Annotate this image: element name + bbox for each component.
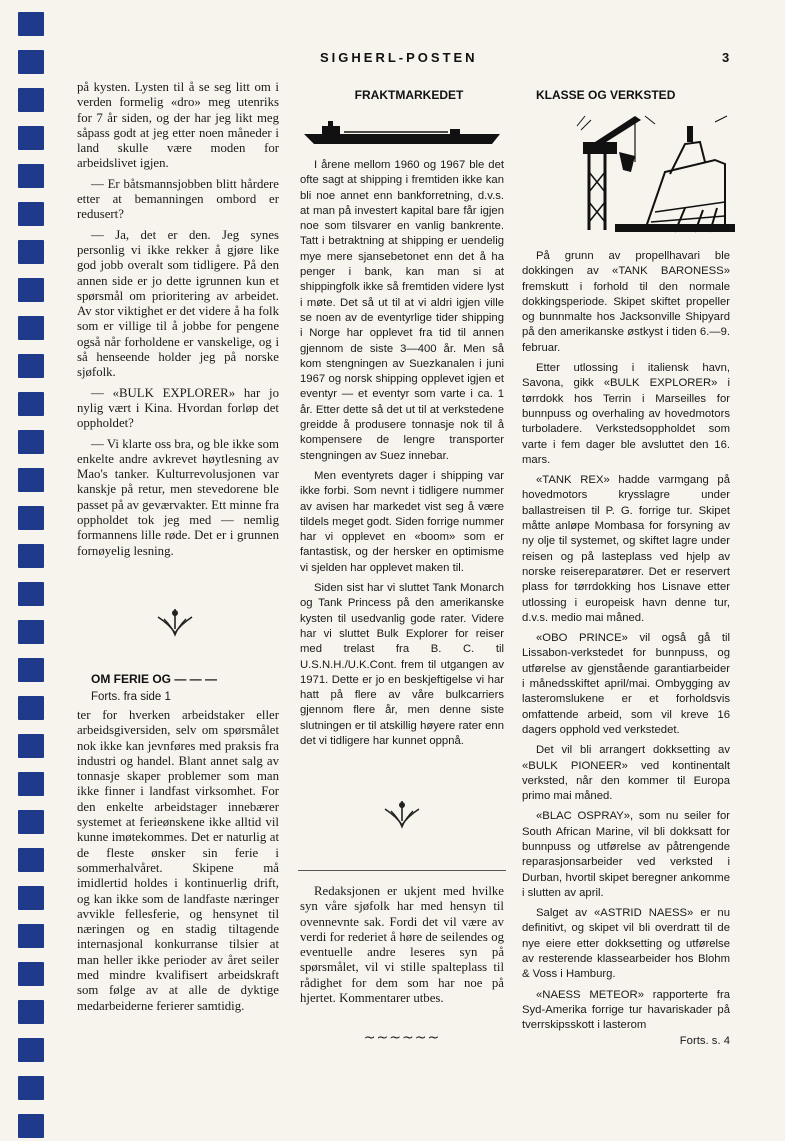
article-paragraph: ter for hverken arbeidstaker eller arbeidsgiversiden, selv om spørsmålet nok ikke kan jevnføres med praksis fra industri og handel. Blant annet salg av tonnasje skaper problemer som man ikke finner i landfast virksomhet. For den enkelte arbeidstager innebærer systemet at ferieønskene ikke alltid vil kunne imøtekommes. Det er naturlig at de fleste ønsker sin ferie i sommerhalvåret. Skipene må imidlertid holdes i kontinuerlig drift, og kan ikke som de landfaste næringer avvikle fellesferie, og hensynet til næringen og en stadig tiltagende internasjonal konkurranse tilsier at man heller ikke perioder av året seiler med mindre kvalifisert arbeidskraft som følge av at alle de dyktige medarbeiderne ferierer samtidig. bbox=[77, 708, 279, 1013]
section-heading: OM FERIE OG — — — bbox=[91, 672, 218, 686]
fraktmarkedet-body bbox=[300, 158, 504, 754]
binding-tab bbox=[18, 12, 44, 36]
binding-tab bbox=[18, 354, 44, 378]
binding-tab bbox=[18, 50, 44, 74]
article-paragraph: «OBO PRINCE» vil også gå til Lissabon-verkstedet for bunnpuss, og utførelse av gjenstående garantiarbeider i månedsskiftet april/mai. Ombygging av lasteromslukene er et forholdsvis omfattende arbeid, som vil kreve 16 dagers opphold ved verkstedet. bbox=[522, 632, 730, 736]
binding-tab bbox=[18, 620, 44, 644]
ornament-icon bbox=[377, 797, 427, 836]
section-heading: KLASSE OG VERKSTED bbox=[536, 88, 676, 102]
klasse-body bbox=[522, 249, 730, 1054]
column-klasse bbox=[522, 88, 730, 107]
tanker-ship-icon bbox=[300, 118, 504, 153]
ferie-article bbox=[77, 672, 279, 1014]
binding-tab bbox=[18, 240, 44, 264]
masthead-title: SIGHERL-POSTEN bbox=[320, 50, 478, 65]
column-fraktmarkedet bbox=[300, 88, 504, 107]
binding-tab bbox=[18, 126, 44, 150]
article-paragraph: På grunn av propellhavari ble dokkingen av «TANK BARONESS» fremskutt i forhold til den normale dokkingsperiode. Skipet skiftet propeller og bunnmalte hos Jacksonville Shipyard på den amerikanske østkyst i tiden 6.—9. februar. bbox=[522, 250, 730, 354]
binding-tab bbox=[18, 696, 44, 720]
binding-tab bbox=[18, 164, 44, 188]
article-paragraph: — Ja, det er den. Jeg synes personlig vi ikke rekker å gjøre like god jobb overalt som tidligere. På den annen side er jo dette igrunnen kun et spørsmål om prioritering av arbeidet. Av stor viktighet er det videre å ha folk som er villige til å jobbe for pengene også når forholdene er vanskelige, og i så henseende holder jeg på norske sjøfolk. bbox=[77, 227, 279, 380]
article-paragraph: Siden sist har vi sluttet Tank Monarch og Tank Princess på den amerikanske kysten til usedvanlig gode rater. Videre har vi sluttet Bulk Explorer for reiser med trelast fra B. C. til U.S.N.H./U.K.Cont. frem til utgangen av 1971. Dette er jo en beskjeftigelse vi har hatt på flere av våre bulkcarriers gjennom flere år, men denne siste slutningen er til atskillig høyere rater enn det vi tidligere har kunnet oppnå. bbox=[300, 582, 504, 747]
article-paragraph: på kysten. Lysten til å se seg litt om i verden formelig «dro» meg utenriks for 7 år siden, og der har jeg likt meg såpass godt at jeg etter noen måneder i land skulle være moden for arbeidslivet igjen. bbox=[77, 80, 279, 171]
binding-tab bbox=[18, 1038, 44, 1062]
binding-tab bbox=[18, 810, 44, 834]
continued-on: Forts. s. 4 bbox=[679, 1034, 730, 1047]
binding-tab bbox=[18, 202, 44, 226]
binding-tab bbox=[18, 316, 44, 340]
section-heading: FRAKTMARKEDET bbox=[354, 88, 464, 102]
article-paragraph: Men eventyrets dager i shipping var ikke forbi. Som nevnt i tidligere nummer av avisen har markedet vist seg å være tildels meget godt. Siden forrige nummer har vi opplevet en «boom» som er fantastisk, og der hersker en optimisme vi sjelden har opplevet maken til. bbox=[300, 469, 504, 574]
editorial-note bbox=[300, 884, 504, 1011]
article-paragraph: Etter utlossing i italiensk havn, Savona, gikk «BULK EXPLORER» i tørrdokk hos Terrin i Marseilles for bunnpuss og overhaling av hovedmotors turboladere. Verkstedsoppholdet som varte i fem dager ble avsluttet den 16. mars. bbox=[522, 362, 730, 466]
binding-tab bbox=[18, 772, 44, 796]
binding-tab bbox=[18, 88, 44, 112]
binding-tab bbox=[18, 278, 44, 302]
article-paragraph: «BLAC OSPRAY», som nu seiler for South African Marine, vil bli dokksatt for bunnpuss og utførelse av påtrengende reparasjonsarbeider ved verksted i Durban, hvortil skipet beregner ankomme i slutten av april. bbox=[522, 810, 730, 899]
binding-tab bbox=[18, 1114, 44, 1138]
spiral-binding bbox=[18, 0, 48, 1141]
binding-tab bbox=[18, 1000, 44, 1024]
article-paragraph: Det vil bli arrangert dokksetting av «BULK PIONEER» ved kontinentalt verksted, når den kommer til Europa primo mai måned. bbox=[522, 744, 730, 803]
binding-tab bbox=[18, 506, 44, 530]
article-paragraph: I årene mellom 1960 og 1967 ble det ofte sagt at shipping i fremtiden ikke kan bli noe annet enn bankforretning, d.v.s. at man på investert kapital bare får igjen noe som tilsvarer en vanlig bankrente. Tatt i betraktning at shipping er uendelig mye mere sjansebetonet enn det å ha penger i bank, kan man si at shippingfolk ikke så fremtiden videre lyst i møte. Det så ut til at vi aldri igjen ville se noen av de eventyrlige tider shipping i Norge har opplevet fra tid til annen gjennom de siste 3—400 år. Men så kom stengningen av Suezkanalen i juni 1967 og norsk shipping opplevet igjen et eventyr — et eventyr som varte i ca. 1 år. Etter dette så det ut til at verkstedene greidde å produsere tonnasje nok til å kompensere de lengre transporter stengningen av Suez innebar. bbox=[300, 159, 504, 462]
binding-tab bbox=[18, 1076, 44, 1100]
binding-tab bbox=[18, 658, 44, 682]
binding-tab bbox=[18, 962, 44, 986]
binding-tab bbox=[18, 582, 44, 606]
divider-line bbox=[298, 870, 506, 871]
binding-tab bbox=[18, 886, 44, 910]
page-number: 3 bbox=[722, 50, 730, 65]
continued-from: Forts. fra side 1 bbox=[91, 691, 171, 703]
article-paragraph: Salget av «ASTRID NAESS» er nu definitivt, og skipet vil bli overdratt til de nye eiere etter dokksetting og utførelse av resterende klassearbeider hos Blohm & Voss i Hamburg. bbox=[522, 907, 730, 981]
article-paragraph: «NAESS METEOR» rapporterte fra Syd-Amerika forrige tur havariskader på tverrskipsskott i lasterom bbox=[522, 988, 730, 1032]
article-paragraph: — Er båtsmannsjobben blitt hårdere etter at bemanningen ombord er redusert? bbox=[77, 176, 279, 222]
wave-divider: ~~~~~~ bbox=[363, 1030, 441, 1046]
article-paragraph: «TANK REX» hadde varmgang på hovedmotors krysslagre under ballastreisen til P. G. forrige tur. Skipet måtte anløpe Mombasa for forsyning av ny olje til systemet, og skiftet lagre under reisen og på lasteplass ved hjelp av norske reisereparatører. Det er reservert plass for tørrdokking hos Lisnave etter utlossing i europeisk havn denne tur, d.v.s. medio mai måned. bbox=[522, 474, 730, 624]
binding-tab bbox=[18, 848, 44, 872]
note-paragraph: Redaksjonen er ukjent med hvilke syn våre sjøfolk har med hensyn til ovennevnte sak. Fordi det vil være av verdi for rederiet å høre de seilendes og eventuelle andre leseres syn på spørsmålet, vil vi stille spalteplass til rådighet for dem som har noe på hjertet. Kommentarer utbes. bbox=[300, 884, 504, 1006]
binding-tab bbox=[18, 924, 44, 948]
article-paragraph: — «BULK EXPLORER» har jo nylig vært i Kina. Hvordan forløp det oppholdet? bbox=[77, 385, 279, 431]
shipyard-crane-illustration bbox=[575, 112, 735, 234]
binding-tab bbox=[18, 734, 44, 758]
binding-tab bbox=[18, 392, 44, 416]
binding-tab bbox=[18, 430, 44, 454]
binding-tab bbox=[18, 544, 44, 568]
column-interview bbox=[77, 80, 279, 564]
ornament-icon bbox=[150, 605, 200, 644]
article-paragraph: — Vi klarte oss bra, og ble ikke som enkelte andre avkrevet høytlesning av Mao's tanker. Kulturrevolusjonen var kanskje på retur, men stevedorene ble passet på av geværvakter. Ett minne fra oppholdet tok jeg med — nemlig formannens lille røde. Det er i grunnen fornøyelig lesning. bbox=[77, 436, 279, 558]
binding-tab bbox=[18, 468, 44, 492]
